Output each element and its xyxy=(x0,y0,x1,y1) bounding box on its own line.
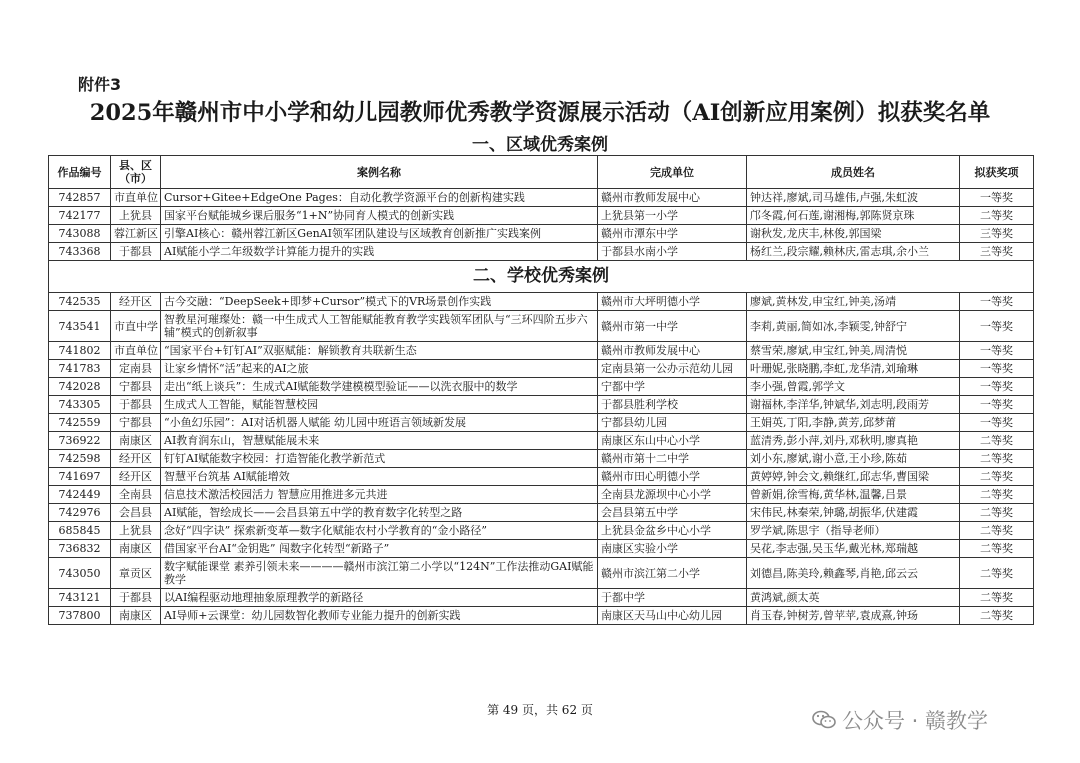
cell-case-name: AI导师+云课堂：幼儿园数智化教师专业能力提升的创新实践 xyxy=(161,607,598,625)
cell-unit: 会昌县第五中学 xyxy=(598,504,747,522)
cell-case-name: 智教星河璀璨处：赣一中生成式人工智能赋能教育教学实践领军团队与“三环四阶五步六辅”模式的创新叙事 xyxy=(161,311,598,342)
cell-unit: 赣州市第一中学 xyxy=(598,311,747,342)
cell-members: 黄鸿斌,颜太英 xyxy=(747,589,960,607)
cell-award: 二等奖 xyxy=(960,504,1034,522)
cell-area: 经开区 xyxy=(111,450,161,468)
cell-award: 二等奖 xyxy=(960,432,1034,450)
table-row xyxy=(49,589,1034,607)
cell-award: 二等奖 xyxy=(960,607,1034,625)
table-row xyxy=(49,207,1034,225)
cell-id: 742449 xyxy=(49,486,111,504)
cell-award: 二等奖 xyxy=(960,540,1034,558)
cell-id: 743305 xyxy=(49,396,111,414)
cell-members: 刘小东,廖斌,谢小意,王小珍,陈茹 xyxy=(747,450,960,468)
table-row xyxy=(49,311,1034,342)
page-title: 2025年赣州市中小学和幼儿园教师优秀教学资源展示活动（AI创新应用案例）拟获奖名单 xyxy=(89,100,991,126)
cell-id: 736922 xyxy=(49,432,111,450)
cell-award: 二等奖 xyxy=(960,486,1034,504)
cell-id: 685845 xyxy=(49,522,111,540)
cell-case-name: 走出“纸上谈兵”：生成式AI赋能数学建模模型验证——以洗衣服中的数学 xyxy=(161,378,598,396)
cell-area: 会昌县 xyxy=(111,504,161,522)
cell-members: 谢秋发,龙庆丰,林俊,郭国梁 xyxy=(747,225,960,243)
cell-area: 南康区 xyxy=(111,607,161,625)
cell-area: 市直单位 xyxy=(111,342,161,360)
cell-id: 742598 xyxy=(49,450,111,468)
table-header-row xyxy=(49,156,1034,189)
cell-area: 定南县 xyxy=(111,360,161,378)
cell-award: 一等奖 xyxy=(960,311,1034,342)
cell-case-name: 古今交融：“DeepSeek+即梦+Cursor”模式下的VR场景创作实践 xyxy=(161,293,598,311)
col-header-members: 成员姓名 xyxy=(747,156,960,189)
table-row xyxy=(49,225,1034,243)
table-row xyxy=(49,293,1034,311)
cell-id: 741802 xyxy=(49,342,111,360)
cell-award: 二等奖 xyxy=(960,207,1034,225)
cell-id: 737800 xyxy=(49,607,111,625)
cell-unit: 南康区天马山中心幼儿园 xyxy=(598,607,747,625)
table-row xyxy=(49,558,1034,589)
cell-area: 宁都县 xyxy=(111,378,161,396)
cell-members: 罗学斌,陈思宇（指导老师） xyxy=(747,522,960,540)
cell-id: 743368 xyxy=(49,243,111,261)
cell-area: 上犹县 xyxy=(111,207,161,225)
cell-area: 蓉江新区 xyxy=(111,225,161,243)
cell-members: 邝冬霞,何石莲,谢湘梅,郭陈贤京珠 xyxy=(747,207,960,225)
table-row xyxy=(49,243,1034,261)
table-row xyxy=(49,378,1034,396)
cell-id: 743121 xyxy=(49,589,111,607)
cell-members: 李莉,黄丽,简如冰,李颖雯,钟舒宁 xyxy=(747,311,960,342)
cell-unit: 南康区东山中心小学 xyxy=(598,432,747,450)
cell-case-name: 借国家平台AI“金钥匙” 闯数字化转型“新路子” xyxy=(161,540,598,558)
cell-case-name: 信息技术激活校园活力 智慧应用推进多元共进 xyxy=(161,486,598,504)
col-header-id: 作品编号 xyxy=(49,156,111,189)
cell-id: 742976 xyxy=(49,504,111,522)
cell-members: 刘德昌,陈美玲,赖鑫琴,肖艳,邱云云 xyxy=(747,558,960,589)
table-row xyxy=(49,432,1034,450)
table-row xyxy=(49,396,1034,414)
table-row xyxy=(49,468,1034,486)
cell-area: 经开区 xyxy=(111,293,161,311)
cell-id: 742177 xyxy=(49,207,111,225)
cell-case-name: “国家平台+钉钉AI”双驱赋能：解锁教育共联新生态 xyxy=(161,342,598,360)
cell-id: 742857 xyxy=(49,189,111,207)
cell-area: 于都县 xyxy=(111,243,161,261)
cell-case-name: Cursor+Gitee+EdgeOne Pages：自动化教学资源平台的创新构建实践 xyxy=(161,189,598,207)
cell-award: 一等奖 xyxy=(960,342,1034,360)
cell-case-name: AI教育润东山，智慧赋能展未来 xyxy=(161,432,598,450)
cell-members: 谢福林,李洋华,钟斌华,刘志明,段雨芳 xyxy=(747,396,960,414)
cell-members: 吴花,李志强,吴玉华,戴光林,郑瑞越 xyxy=(747,540,960,558)
cell-members: 叶珊妮,张晓鹏,李虹,龙华清,刘瑜琳 xyxy=(747,360,960,378)
cell-unit: 于都县水南小学 xyxy=(598,243,747,261)
cell-case-name: 数字赋能课堂 素养引领未来————赣州市滨江第二小学以“124N”工作法推动GAI赋能教学 xyxy=(161,558,598,589)
cell-unit: 赣州市田心明德小学 xyxy=(598,468,747,486)
cell-case-name: 智慧平台筑基 AI赋能增效 xyxy=(161,468,598,486)
cell-case-name: 生成式人工智能，赋能智慧校园 xyxy=(161,396,598,414)
cell-award: 一等奖 xyxy=(960,396,1034,414)
table-row xyxy=(49,414,1034,432)
cell-unit: 宁都中学 xyxy=(598,378,747,396)
cell-area: 于都县 xyxy=(111,396,161,414)
cell-area: 南康区 xyxy=(111,540,161,558)
cell-case-name: 以AI编程驱动地理抽象原理教学的新路径 xyxy=(161,589,598,607)
cell-members: 肖玉春,钟树芳,曾苹苹,袁成熹,钟玚 xyxy=(747,607,960,625)
cell-unit: 赣州市第十二中学 xyxy=(598,450,747,468)
award-table xyxy=(48,155,1034,625)
watermark xyxy=(812,705,988,735)
col-header-unit: 完成单位 xyxy=(598,156,747,189)
cell-unit: 赣州市滨江第二小学 xyxy=(598,558,747,589)
cell-unit: 赣州市潭东中学 xyxy=(598,225,747,243)
cell-id: 736832 xyxy=(49,540,111,558)
table-row xyxy=(49,607,1034,625)
table-row xyxy=(49,189,1034,207)
cell-case-name: 让家乡情怀“活”起来的AI之旅 xyxy=(161,360,598,378)
cell-unit: 宁都县幼儿园 xyxy=(598,414,747,432)
cell-id: 742559 xyxy=(49,414,111,432)
table-row xyxy=(49,504,1034,522)
cell-members: 钟达祥,廖斌,司马雄伟,卢强,朱虹波 xyxy=(747,189,960,207)
cell-unit: 南康区实验小学 xyxy=(598,540,747,558)
cell-award: 一等奖 xyxy=(960,378,1034,396)
cell-id: 741783 xyxy=(49,360,111,378)
cell-members: 黄婷婷,钟会文,赖继红,邱志华,曹国梁 xyxy=(747,468,960,486)
cell-award: 二等奖 xyxy=(960,450,1034,468)
table-row xyxy=(49,522,1034,540)
cell-case-name: “小鱼幻乐园”：AI对话机器人赋能 幼儿园中班语言领域新发展 xyxy=(161,414,598,432)
table-row xyxy=(49,360,1034,378)
cell-case-name: AI赋能小学二年级数学计算能力提升的实践 xyxy=(161,243,598,261)
cell-id: 743541 xyxy=(49,311,111,342)
section-title-regional: 一、区域优秀案例 xyxy=(472,135,608,155)
cell-award: 三等奖 xyxy=(960,225,1034,243)
cell-case-name: 引擎AI核心：赣州蓉江新区GenAI领军团队建设与区域教育创新推广实践案例 xyxy=(161,225,598,243)
cell-members: 杨红兰,段宗耀,赖林庆,雷志琪,余小兰 xyxy=(747,243,960,261)
cell-unit: 上犹县金盆乡中心小学 xyxy=(598,522,747,540)
section-title-school: 二、学校优秀案例 xyxy=(49,261,1034,293)
cell-members: 蓝清秀,彭小萍,刘丹,邓秋明,廖真艳 xyxy=(747,432,960,450)
cell-case-name: 念好“四字诀” 探索新变革—数字化赋能农村小学教育的“金小路径” xyxy=(161,522,598,540)
table-row xyxy=(49,450,1034,468)
cell-area: 市直中学 xyxy=(111,311,161,342)
cell-area: 全南县 xyxy=(111,486,161,504)
col-header-case-name: 案例名称 xyxy=(161,156,598,189)
cell-members: 李小强,曾霞,郭学文 xyxy=(747,378,960,396)
cell-area: 宁都县 xyxy=(111,414,161,432)
cell-members: 廖斌,黄林发,申宝红,钟美,汤靖 xyxy=(747,293,960,311)
cell-award: 一等奖 xyxy=(960,414,1034,432)
wechat-icon xyxy=(812,710,836,730)
cell-award: 三等奖 xyxy=(960,243,1034,261)
cell-id: 742028 xyxy=(49,378,111,396)
cell-unit: 于都中学 xyxy=(598,589,747,607)
table-row xyxy=(49,486,1034,504)
watermark-text: 公众号 · 赣教学 xyxy=(842,709,989,733)
cell-unit: 赣州市大坪明德小学 xyxy=(598,293,747,311)
cell-area: 章贡区 xyxy=(111,558,161,589)
cell-members: 曾新娟,徐雪梅,黄华林,温馨,吕景 xyxy=(747,486,960,504)
cell-award: 二等奖 xyxy=(960,468,1034,486)
cell-members: 王娟英,丁阳,李静,黄芳,邱梦莆 xyxy=(747,414,960,432)
cell-award: 二等奖 xyxy=(960,589,1034,607)
cell-area: 于都县 xyxy=(111,589,161,607)
cell-unit: 赣州市教师发展中心 xyxy=(598,189,747,207)
cell-members: 蔡雪荣,廖斌,申宝红,钟美,周清悦 xyxy=(747,342,960,360)
cell-members: 宋伟民,林秦荣,钟璐,胡振华,伏建霞 xyxy=(747,504,960,522)
cell-area: 市直单位 xyxy=(111,189,161,207)
table-row xyxy=(49,342,1034,360)
cell-area: 经开区 xyxy=(111,468,161,486)
cell-unit: 全南县龙源坝中心小学 xyxy=(598,486,747,504)
col-header-award: 拟获奖项 xyxy=(960,156,1034,189)
cell-case-name: 钉钉AI赋能数字校园：打造智能化教学新范式 xyxy=(161,450,598,468)
cell-unit: 定南县第一公办示范幼儿园 xyxy=(598,360,747,378)
cell-id: 742535 xyxy=(49,293,111,311)
cell-area: 上犹县 xyxy=(111,522,161,540)
table-row xyxy=(49,540,1034,558)
cell-id: 743088 xyxy=(49,225,111,243)
cell-case-name: AI赋能，智绘成长——会昌县第五中学的教育数字化转型之路 xyxy=(161,504,598,522)
cell-award: 二等奖 xyxy=(960,522,1034,540)
cell-award: 一等奖 xyxy=(960,189,1034,207)
page-footer: 第 49 页，共 62 页 xyxy=(487,703,593,717)
cell-award: 一等奖 xyxy=(960,293,1034,311)
cell-unit: 于都县胜利学校 xyxy=(598,396,747,414)
cell-area: 南康区 xyxy=(111,432,161,450)
cell-id: 743050 xyxy=(49,558,111,589)
cell-case-name: 国家平台赋能城乡课后服务“1+N”协同育人模式的创新实践 xyxy=(161,207,598,225)
col-header-area: 县、区（市） xyxy=(111,156,161,189)
cell-unit: 赣州市教师发展中心 xyxy=(598,342,747,360)
section-row-school xyxy=(49,261,1034,293)
cell-award: 二等奖 xyxy=(960,558,1034,589)
cell-id: 741697 xyxy=(49,468,111,486)
cell-unit: 上犹县第一小学 xyxy=(598,207,747,225)
cell-award: 一等奖 xyxy=(960,360,1034,378)
attachment-label: 附件3 xyxy=(78,75,122,94)
